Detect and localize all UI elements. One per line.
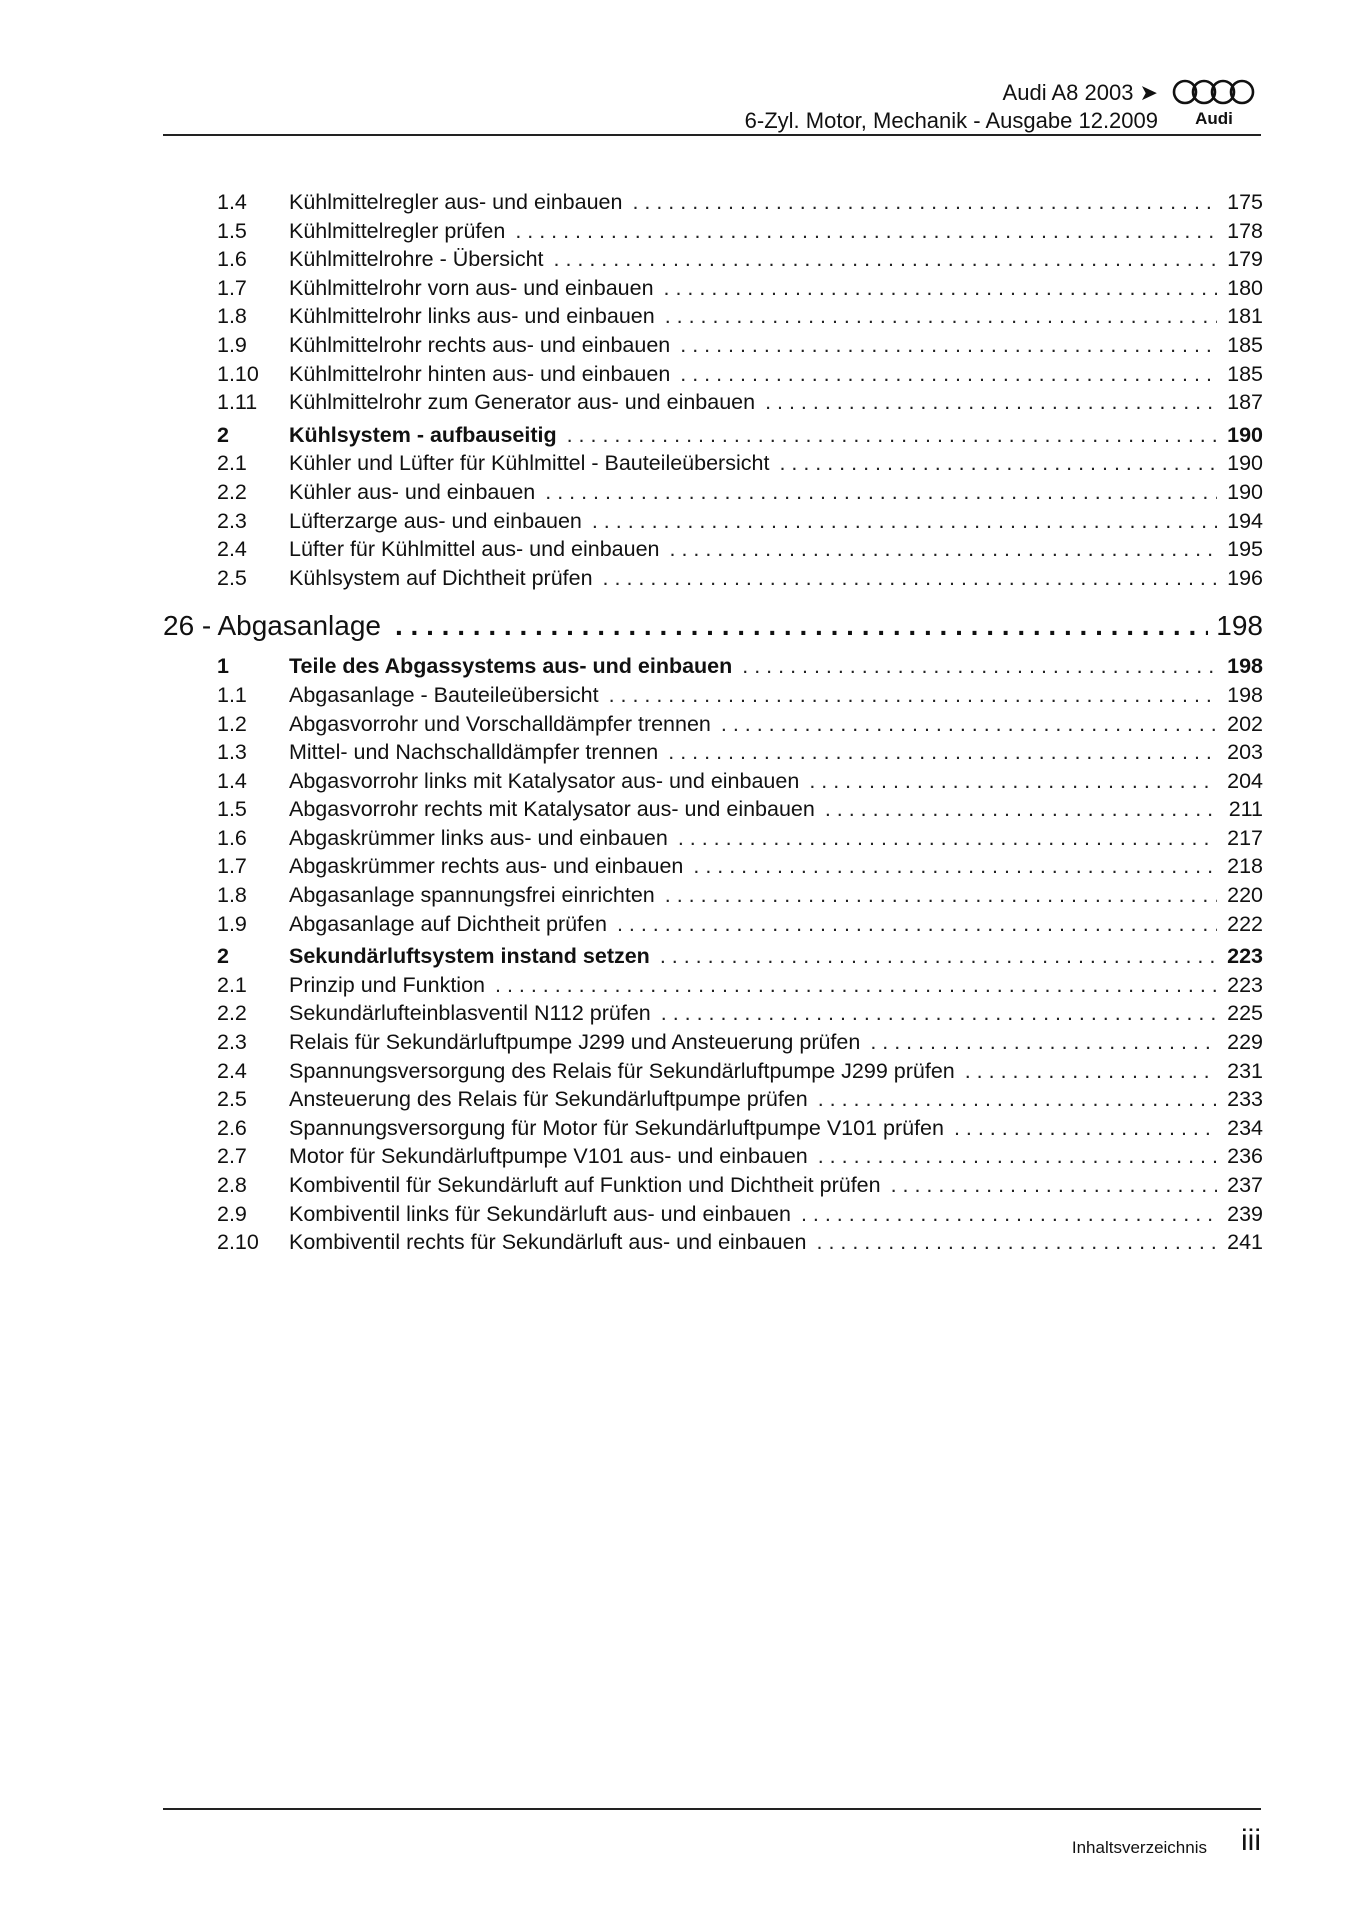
- toc-entry-page: 178: [1227, 218, 1263, 243]
- toc-entry-page: 185: [1227, 332, 1263, 357]
- toc-entry-title: Kühler aus- und einbauen: [289, 479, 536, 504]
- toc-entry-title: Prinzip und Funktion: [289, 972, 485, 997]
- toc-entry-title: Abgasanlage spannungsfrei einrichten: [289, 883, 655, 908]
- toc-entry-page: 180: [1227, 275, 1263, 300]
- toc-entry-title: Kombiventil links für Sekundärluft aus- und einbauen: [289, 1201, 791, 1226]
- dot-leader: [665, 881, 1217, 910]
- toc-entry-title: Relais für Sekundärluftpumpe J299 und Ansteuerung prüfen: [289, 1030, 861, 1055]
- toc-entry[interactable]: [163, 999, 1263, 1028]
- toc-entry-title: Abgasvorrohr und Vorschalldämpfer trennen: [289, 711, 711, 736]
- toc-entry-number: 2.1: [217, 972, 247, 997]
- toc-entry-number: 1.11: [217, 390, 258, 415]
- toc-entry-number: 2.4: [217, 1058, 247, 1083]
- toc-entry-page: 223: [1227, 972, 1263, 997]
- toc-entry[interactable]: [163, 245, 1263, 274]
- toc-entry-title: Spannungsversorgung des Relais für Sekundärluftpumpe J299 prüfen: [289, 1058, 955, 1083]
- dot-leader: [665, 302, 1217, 331]
- toc-entry[interactable]: [163, 1085, 1263, 1114]
- toc-entry-number: 1.8: [217, 304, 247, 329]
- dot-leader: [817, 1228, 1217, 1257]
- toc-entry-number: 1.9: [217, 332, 247, 357]
- toc-entry[interactable]: [163, 1142, 1263, 1171]
- toc-entry-number: 2.6: [217, 1115, 247, 1140]
- toc-entry-title: Kombiventil rechts für Sekundärluft aus- und einbauen: [289, 1230, 807, 1255]
- toc-entry-title: Abgasvorrohr links mit Katalysator aus- und einbauen: [289, 768, 800, 793]
- toc-entry-title: Sekundärlufteinblasventil N112 prüfen: [289, 1001, 651, 1026]
- toc-entry-number: 2.4: [217, 537, 247, 562]
- toc-entry-number: 1.9: [217, 911, 247, 936]
- toc-entry-page: 203: [1227, 740, 1263, 765]
- toc-entry[interactable]: [163, 1171, 1263, 1200]
- page-header: [163, 76, 1263, 136]
- dot-leader: [660, 942, 1217, 971]
- toc-entry[interactable]: [163, 942, 1263, 971]
- toc-entry-page: 185: [1227, 361, 1263, 386]
- dot-leader: [670, 535, 1217, 564]
- toc-entry-page: 179: [1227, 247, 1263, 272]
- toc-entry-page: 229: [1227, 1030, 1263, 1055]
- toc-entry-number: 1.2: [217, 711, 247, 736]
- toc-entry-title: Spannungsversorgung für Motor für Sekundärluftpumpe V101 prüfen: [289, 1115, 944, 1140]
- document-title: Audi A8 2003 ➤: [1002, 80, 1158, 105]
- dot-leader: [495, 971, 1217, 1000]
- toc-entry-number: 1.5: [217, 218, 247, 243]
- toc-entry-title: Kühlmittelrohr vorn aus- und einbauen: [289, 275, 654, 300]
- dot-leader: [809, 767, 1217, 796]
- dot-leader: [765, 388, 1217, 417]
- toc-entry[interactable]: [163, 652, 1263, 681]
- toc-entry[interactable]: [163, 710, 1263, 739]
- toc-entry-title: Ansteuerung des Relais für Sekundärluftpumpe prüfen: [289, 1087, 808, 1112]
- toc-entry-number: 2: [217, 422, 229, 447]
- toc-entry[interactable]: [163, 824, 1263, 853]
- toc-entry-number: 2.2: [217, 479, 247, 504]
- dot-leader: [742, 652, 1217, 681]
- toc-entry-number: 2.3: [217, 508, 247, 533]
- dot-leader: [680, 360, 1217, 389]
- toc-entry[interactable]: [163, 217, 1263, 246]
- dot-leader: [721, 710, 1217, 739]
- toc-entry[interactable]: [163, 360, 1263, 389]
- toc-entry-title: Kühlmittelrohre - Übersicht: [289, 247, 544, 272]
- toc-entry[interactable]: [163, 188, 1263, 217]
- toc-entry-title: Abgasanlage - Bauteileübersicht: [289, 682, 599, 707]
- toc-entry-title: Kühlmittelrohr hinten aus- und einbauen: [289, 361, 671, 386]
- toc-entry-title: Abgasanlage auf Dichtheit prüfen: [289, 911, 607, 936]
- toc-entry[interactable]: [163, 331, 1263, 360]
- toc-entry-page: 198: [1227, 682, 1263, 707]
- toc-entry-number: 1.7: [217, 854, 247, 879]
- toc-entry-number: 1.10: [217, 361, 259, 386]
- toc-entry-page: 202: [1227, 711, 1263, 736]
- dot-leader: [567, 421, 1217, 450]
- dot-leader: [554, 245, 1217, 274]
- toc-entry-number: 2: [217, 944, 229, 969]
- chapter-title: 26 - Abgasanlage: [163, 610, 381, 642]
- toc-entry[interactable]: [163, 274, 1263, 303]
- audi-rings-logo-icon: [1167, 78, 1263, 130]
- toc-chapter-26[interactable]: [163, 602, 1263, 650]
- toc-entry[interactable]: [163, 302, 1263, 331]
- header-divider: [163, 134, 1261, 136]
- toc-entry[interactable]: [163, 1057, 1263, 1086]
- toc-entry[interactable]: [163, 767, 1263, 796]
- toc-entry[interactable]: [163, 507, 1263, 536]
- toc-entry-page: 181: [1227, 304, 1263, 329]
- toc-entry-number: 1.1: [217, 682, 247, 707]
- toc-entry-number: 1.8: [217, 883, 247, 908]
- toc-entry-page: 237: [1227, 1173, 1263, 1197]
- toc-entry-page: 196: [1227, 565, 1263, 590]
- toc-entry[interactable]: [163, 1028, 1263, 1057]
- toc-entry-title: Abgasvorrohr rechts mit Katalysator aus- und einbauen: [289, 797, 815, 822]
- page-number: iii: [1241, 1824, 1261, 1857]
- toc-entry-page: 241: [1227, 1230, 1263, 1255]
- toc-entry-number: 1.4: [217, 190, 247, 214]
- table-of-contents: [163, 188, 1263, 1257]
- dot-leader: [668, 738, 1217, 767]
- toc-entry-number: 1.7: [217, 275, 247, 300]
- toc-entry-title: Motor für Sekundärluftpumpe V101 aus- und einbauen: [289, 1144, 808, 1169]
- toc-entry-page: 211: [1228, 797, 1263, 822]
- audi-logo-text: Audi: [1195, 109, 1233, 128]
- dot-leader: [664, 274, 1217, 303]
- dot-leader: [632, 188, 1217, 217]
- page-footer: [163, 1808, 1263, 1868]
- toc-entry-title: Kühler und Lüfter für Kühlmittel - Bauteileübersicht: [289, 451, 770, 476]
- toc-entry-title: Kühlmittelrohr links aus- und einbauen: [289, 304, 655, 329]
- toc-entry-page: 195: [1227, 537, 1263, 562]
- toc-entry[interactable]: [163, 421, 1263, 450]
- dot-leader: [870, 1028, 1217, 1057]
- toc-entry-title: Kühlsystem - aufbauseitig: [289, 422, 557, 447]
- dot-leader: [603, 564, 1217, 593]
- toc-entry-number: 1.4: [217, 768, 247, 793]
- toc-entry-number: 1: [217, 654, 229, 679]
- toc-entry-number: 2.1: [217, 451, 247, 476]
- dot-leader: [592, 507, 1217, 536]
- toc-entry-page: 217: [1227, 825, 1263, 850]
- toc-entry-page: 204: [1227, 768, 1263, 793]
- toc-entry-page: 220: [1227, 883, 1263, 908]
- dot-leader: [545, 478, 1217, 507]
- toc-entry[interactable]: [163, 478, 1263, 507]
- toc-entry-title: Abgaskrümmer rechts aus- und einbauen: [289, 854, 684, 879]
- toc-entry[interactable]: [163, 852, 1263, 881]
- toc-entry[interactable]: [163, 795, 1263, 824]
- toc-entry-number: 1.6: [217, 247, 247, 272]
- dot-leader: [801, 1200, 1217, 1229]
- dot-leader: [965, 1057, 1217, 1086]
- toc-entry-page: 190: [1227, 422, 1263, 447]
- dot-leader: [617, 910, 1217, 939]
- toc-entry-title: Kühlmittelrohr zum Generator aus- und einbauen: [289, 390, 756, 415]
- toc-entry-page: 175: [1227, 190, 1263, 214]
- dot-leader: [954, 1114, 1217, 1143]
- toc-entry-number: 2.9: [217, 1201, 247, 1226]
- toc-entry-number: 2.5: [217, 1087, 247, 1112]
- dot-leader: [609, 681, 1217, 710]
- toc-entry-page: 187: [1227, 390, 1263, 415]
- toc-entry[interactable]: [163, 738, 1263, 767]
- toc-entry[interactable]: [163, 910, 1263, 939]
- chapter-page: 198: [1216, 610, 1263, 642]
- toc-entry-page: 225: [1227, 1001, 1263, 1026]
- toc-entry-number: 2.2: [217, 1001, 247, 1026]
- toc-entry-page: 233: [1227, 1087, 1263, 1112]
- toc-entry-page: 231: [1227, 1058, 1263, 1083]
- toc-entry[interactable]: [163, 535, 1263, 564]
- toc-entry[interactable]: [163, 1114, 1263, 1143]
- toc-entry-title: Lüfterzarge aus- und einbauen: [289, 508, 582, 533]
- toc-entry[interactable]: [163, 971, 1263, 1000]
- toc-entry-number: 2.8: [217, 1173, 247, 1197]
- dot-leader: [395, 602, 1208, 650]
- toc-entry-number: 1.5: [217, 797, 247, 822]
- toc-entry-title: Kühlsystem auf Dichtheit prüfen: [289, 565, 593, 590]
- toc-entry-title: Kühlmittelregler aus- und einbauen: [289, 190, 623, 214]
- toc-entry-number: 1.3: [217, 740, 247, 765]
- toc-entry-page: 236: [1227, 1144, 1263, 1169]
- toc-entry[interactable]: [163, 564, 1263, 593]
- toc-entry-number: 2.3: [217, 1030, 247, 1055]
- toc-entry-title: Kombiventil für Sekundärluft auf Funktion und Dichtheit prüfen: [289, 1173, 881, 1197]
- toc-entry-title: Teile des Abgassystems aus- und einbauen: [289, 654, 733, 679]
- toc-entry-number: 2.5: [217, 565, 247, 590]
- dot-leader: [515, 217, 1217, 246]
- dot-leader: [693, 852, 1217, 881]
- toc-entry-page: 239: [1227, 1201, 1263, 1226]
- toc-entry[interactable]: [163, 388, 1263, 417]
- toc-entry[interactable]: [163, 1200, 1263, 1229]
- toc-entry-number: 2.10: [217, 1230, 259, 1255]
- toc-entry-page: 198: [1227, 654, 1263, 679]
- toc-entry-page: 190: [1227, 479, 1263, 504]
- toc-entry-title: Lüfter für Kühlmittel aus- und einbauen: [289, 537, 660, 562]
- dot-leader: [779, 449, 1217, 478]
- toc-entry-page: 194: [1227, 508, 1263, 533]
- toc-entry-page: 223: [1227, 944, 1263, 969]
- toc-entry-title: Kühlmittelregler prüfen: [289, 218, 506, 243]
- toc-entry-title: Mittel- und Nachschalldämpfer trennen: [289, 740, 659, 765]
- dot-leader: [891, 1171, 1217, 1200]
- dot-leader: [825, 795, 1217, 824]
- footer-section-label: Inhaltsverzeichnis: [1071, 1838, 1207, 1857]
- dot-leader: [818, 1085, 1217, 1114]
- toc-entry-page: 218: [1227, 854, 1263, 879]
- toc-entry-page: 234: [1227, 1115, 1263, 1140]
- toc-entry[interactable]: [163, 681, 1263, 710]
- toc-entry[interactable]: [163, 449, 1263, 478]
- dot-leader: [818, 1142, 1217, 1171]
- dot-leader: [680, 331, 1217, 360]
- toc-entry-title: Kühlmittelrohr rechts aus- und einbauen: [289, 332, 671, 357]
- toc-entry-page: 190: [1227, 451, 1263, 476]
- toc-entry[interactable]: [163, 1228, 1263, 1257]
- dot-leader: [661, 999, 1217, 1028]
- dot-leader: [678, 824, 1217, 853]
- toc-entry-title: Abgaskrümmer links aus- und einbauen: [289, 825, 668, 850]
- document-subtitle: 6-Zyl. Motor, Mechanik - Ausgabe 12.2009: [744, 108, 1158, 133]
- toc-entry-number: 1.6: [217, 825, 247, 850]
- toc-entry-number: 2.7: [217, 1144, 247, 1169]
- toc-entry-title: Sekundärluftsystem instand setzen: [289, 944, 650, 969]
- toc-entry-page: 222: [1227, 911, 1263, 936]
- toc-entry[interactable]: [163, 881, 1263, 910]
- footer-divider: [163, 1808, 1261, 1810]
